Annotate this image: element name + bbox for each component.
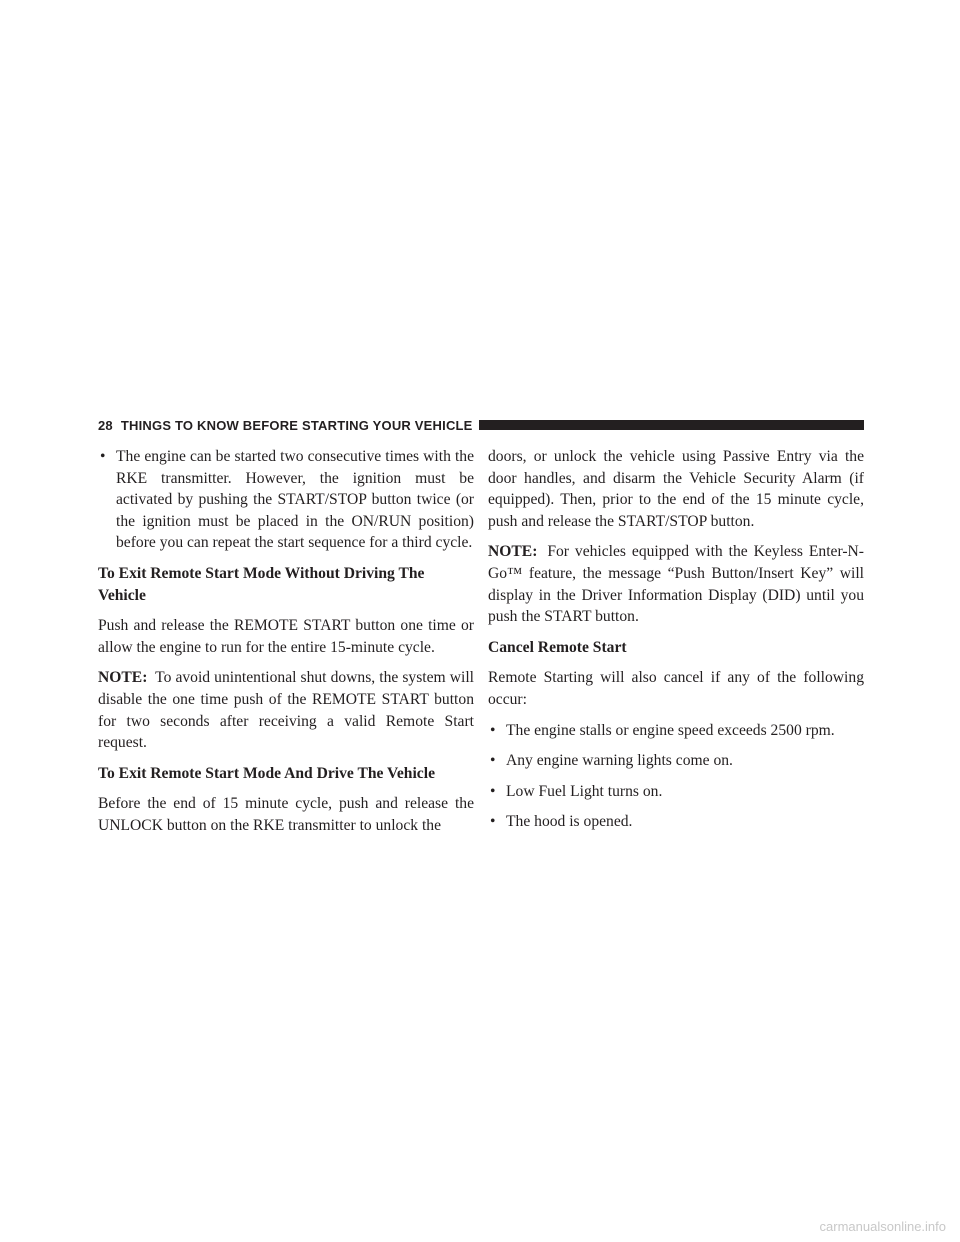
bullet-icon: •: [490, 813, 496, 831]
bullet-text: The engine can be started two consecutive times with the RKE transmitter. However, the ignition must be activated by pushing the START/STOP button twice (or the ignition must be placed in the ON/RUN position) before you can repeat the start sequence for a third cycle.: [116, 448, 474, 552]
watermark: carmanualsonline.info: [819, 1219, 946, 1234]
bullet-text: The hood is opened.: [506, 813, 633, 831]
page-number: 28: [98, 417, 113, 433]
bullet-item: [488, 750, 864, 772]
left-column: [98, 446, 474, 846]
bullet-item: [488, 781, 864, 803]
paragraph: Before the end of 15 minute cycle, push and release the UNLOCK button on the RKE transmitter to unlock the: [98, 795, 474, 834]
page-header: [98, 416, 864, 434]
bullet-icon: •: [490, 721, 496, 739]
bullet-icon: •: [490, 752, 496, 770]
bullet-item: [488, 720, 864, 742]
note-label: NOTE:: [98, 669, 148, 687]
section-heading: To Exit Remote Start Mode Without Driving The Vehicle: [98, 564, 425, 604]
bullet-icon: •: [100, 448, 106, 465]
section-heading: Cancel Remote Start: [488, 638, 627, 656]
paragraph: Push and release the REMOTE START button one time or allow the engine to run for the entire 15-minute cycle.: [98, 617, 474, 656]
bullet-icon: •: [490, 782, 496, 800]
note-paragraph: [98, 667, 474, 753]
header-rule: [479, 420, 864, 430]
paragraph: doors, or unlock the vehicle using Passive Entry via the door handles, and disarm the Vehicle Security Alarm (if equipped). Then, prior to the end of the 15 minute cycle, push and release the START/STOP button.: [488, 448, 864, 530]
bullet-text: The engine stalls or engine speed exceeds 2500 rpm.: [506, 721, 835, 739]
note-text: To avoid unintentional shut downs, the system will disable the one time push of the REMOTE START button for two seconds after receiving a valid Remote Start request.: [98, 669, 474, 752]
section-title: THINGS TO KNOW BEFORE STARTING YOUR VEHICLE: [120, 417, 473, 433]
note-label: NOTE:: [488, 543, 538, 561]
bullet-text: Any engine warning lights come on.: [506, 752, 733, 770]
right-column: [488, 446, 864, 842]
note-paragraph: [488, 541, 864, 627]
section-heading: To Exit Remote Start Mode And Drive The Vehicle: [98, 764, 435, 782]
bullet-text: Low Fuel Light turns on.: [506, 782, 663, 800]
note-text: For vehicles equipped with the Keyless Enter-N-Go™ feature, the message “Push Button/Insert Key” will display in the Driver Information Display (DID) until you push the START button.: [488, 543, 864, 626]
paragraph: Remote Starting will also cancel if any of the following occur:: [488, 669, 864, 708]
bullet-item: [98, 446, 474, 554]
bullet-item: [488, 811, 864, 833]
